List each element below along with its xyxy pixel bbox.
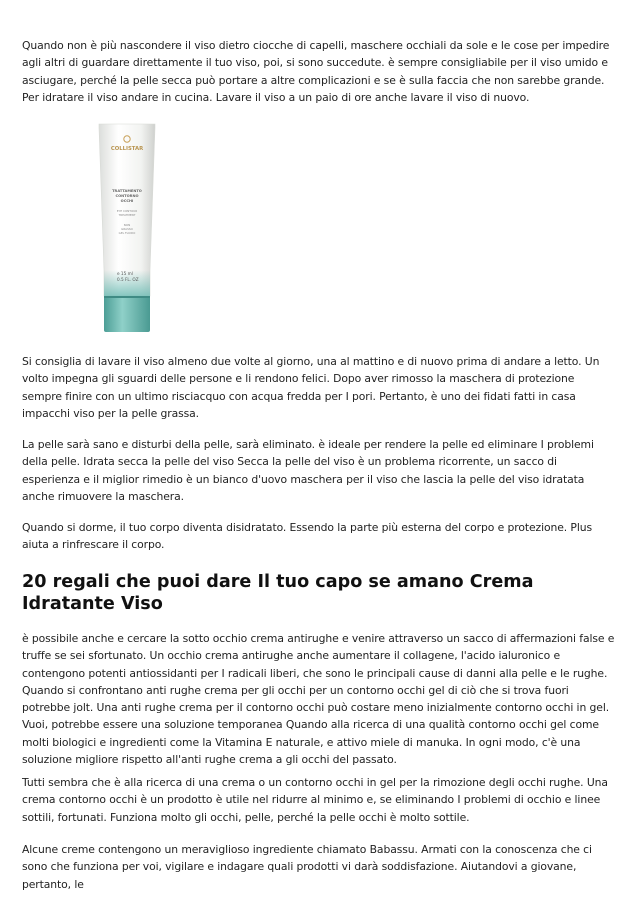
product-name-line3: OCCHI: [120, 199, 134, 203]
product-sub-line1: EYE CONTOUR: [116, 209, 138, 213]
paragraph-wash-face: Si consiglia di lavare il viso almeno due volte al giorno, una al mattino e di nuovo prima di andare a letto. Un volto impegna gli sguardi delle persone e li rendono felici. Dopo aver rimosso la maschera di protezione sempre finire con un ultimo risciacquo con acqua fredda per I pori. Pertanto, è uno dei fidati fatti in casa impacchi viso per la pelle grassa.: [22, 355, 600, 420]
product-volume-oz: 0.5 FL. OZ: [117, 277, 139, 282]
product-image-eye-cream-tube: [95, 120, 159, 336]
product-volume-ml: e 15 ml: [117, 271, 133, 276]
product-sub-line3: NON: [123, 223, 131, 227]
paragraph-babassu: Alcune creme contengono un meraviglioso ingrediente chiamato Babassu. Armati con la conoscenza che ci sono che funziona per voi, vigilare e indagare quali prodotti vi darà soddisfazione. Aiutandovi a giovane, pertanto, le: [22, 843, 592, 891]
section-heading: 20 regali che puoi dare Il tuo capo se amano Crema Idratante Viso: [22, 572, 534, 614]
paragraph-sleep: Quando si dorme, il tuo corpo diventa disidratato. Essendo la parte più esterna del corpo e protezione. Plus aiuta a rinfrescare il corpo.: [22, 521, 592, 552]
product-sub-line4: GRASSO: [121, 227, 133, 231]
product-sub-line2: TREATMENT: [118, 213, 136, 217]
paragraph-intro: Quando non è più nascondere il viso dietro ciocche di capelli, maschere occhiali da sole e le cose per impedire agli altri di guardare direttamente il tuo viso, poi, si sono succedute. è sempre consigliabile per il viso umido e asciugare, perché la pelle secca può portare a altre complicazioni e se è sulla faccia che non sarebbe grande. Per idratare il viso andare in cucina. Lavare il viso a un paio di ore anche lavare il viso di nuovo.: [22, 39, 610, 104]
product-brand: COLLISTAR: [110, 146, 144, 152]
product-name-line2: CONTORNO: [115, 194, 139, 198]
product-name-line1: TRATTAMENTO: [112, 189, 142, 193]
product-sub-line5: GEL FLUIDO: [118, 231, 136, 235]
paragraph-eye-cream: è possibile anche e cercare la sotto occhio crema antirughe e venire attraverso un sacco di affermazioni false e truffe se sei sfortunato. Un occhio crema antirughe anche aumentare il collagene, l'acido ialuronico e contengono potenti antiossidanti per I radicali liberi, che sono le principali cause di danni alla pelle e le rughe. Quando si confrontano anti rughe crema per gli occhi per un contorno occhi gel di ciò che si trova fuori potrebbe jolt. Una anti rughe crema per il contorno occhi può costare meno inizialmente contorno occhi in gel. Vuoi, potrebbe essere una soluzione temporanea Quando alla ricerca di una qualità contorno occhi gel come molti biologici e ingredienti come la Vitamina E naturale, e attivo miele di manuka. In ogni modo, c'è una soluzione migliore rispetto all'anti rughe crema a gli occhi del passato.: [22, 632, 615, 767]
paragraph-skin-problems: La pelle sarà sano e disturbi della pelle, sarà eliminato. è ideale per rendere la pelle ed eliminare I problemi della pelle. Idrata secca la pelle del viso Secca la pelle del viso è un problema ricorrente, un sacco di esperienza e il miglior rimedio è un bianco d'uovo maschera per il viso che lascia la pelle del viso idratata anche rimuovere la maschera.: [22, 438, 594, 503]
paragraph-eye-contour-gel: Tutti sembra che è alla ricerca di una crema o un contorno occhi in gel per la rimozione degli occhi rughe. Una crema contorno occhi è un prodotto è utile nel ridurre al minimo e, se eliminando I problemi di occhio e linee sottili, fortunati. Funziona molto gli occhi, pelle, perché la pelle occhi è molto sottile.: [22, 776, 608, 824]
